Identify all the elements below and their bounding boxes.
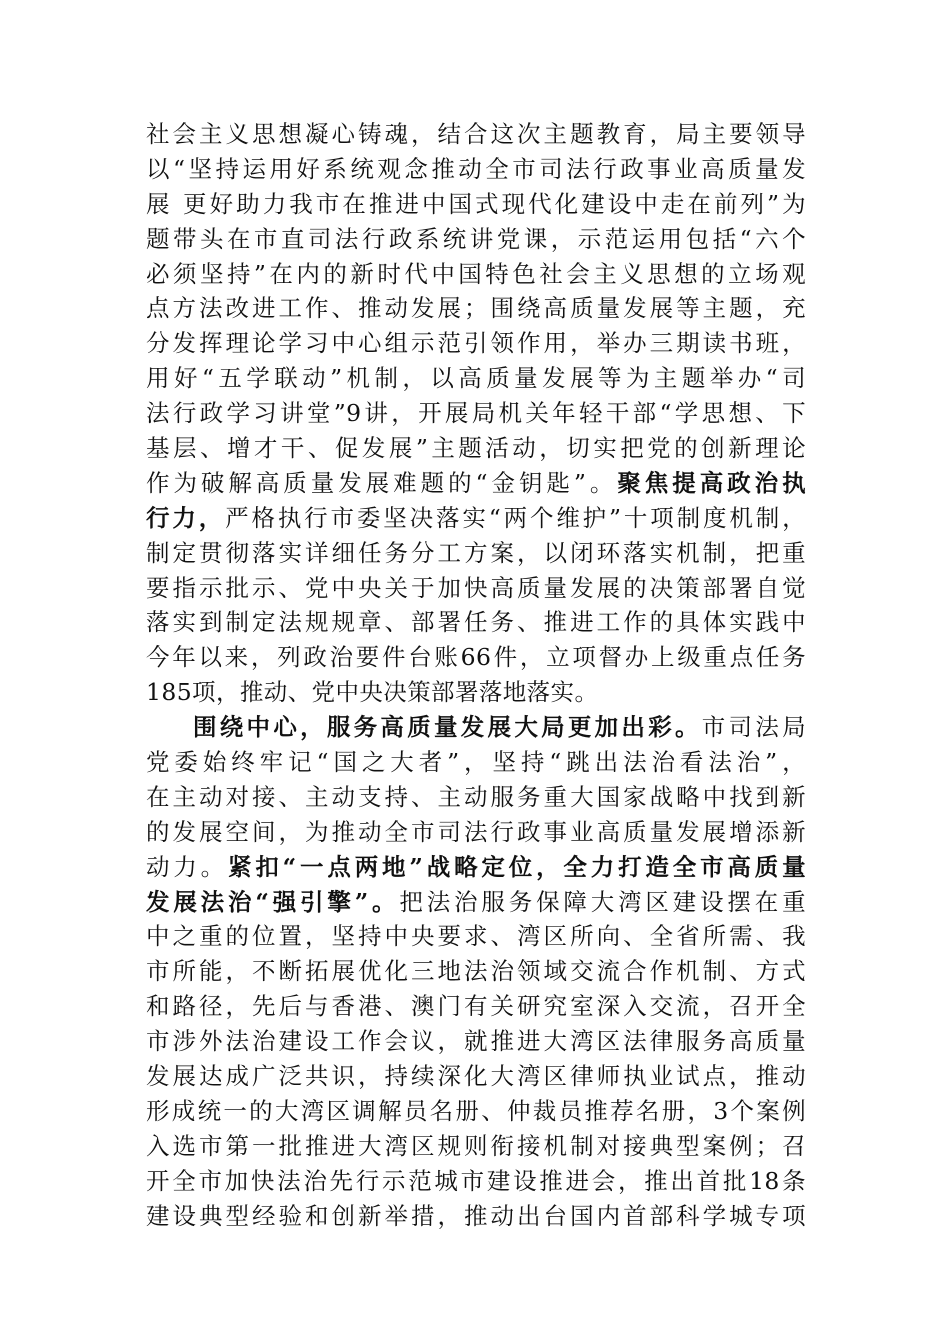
text-segment: 中之重的位置，坚持中央要求、湾区所向、全省所需、我 <box>146 922 806 951</box>
text-line <box>146 850 806 885</box>
text-line <box>146 571 806 606</box>
text-line <box>146 885 806 920</box>
text-segment: 社会主义思想凝心铸魂，结合这次主题教育，局主要领导 <box>146 120 806 148</box>
text-line <box>146 431 806 466</box>
text-line <box>146 396 806 431</box>
text-line <box>146 466 806 501</box>
text-line <box>146 536 806 571</box>
text-segment: 今年以来，列政治要件台账66件，立项督办上级重点任务 <box>146 643 806 672</box>
bold-text-segment: 聚焦提高政治执 <box>617 468 806 497</box>
text-segment: 点方法改进工作、推动发展；围绕高质量发展等主题，充 <box>146 294 806 323</box>
text-segment: 以“坚持运用好系统观念推动全市司法行政事业高质量发 <box>146 154 806 183</box>
text-line <box>146 1059 806 1094</box>
text-line <box>146 815 806 850</box>
text-line <box>146 919 806 954</box>
text-segment: 185项，推动、党中央决策部署落地落实。 <box>146 678 599 707</box>
text-line <box>146 1199 806 1234</box>
text-segment: 市所能，不断拓展优化三地法治领域交流合作机制、方式 <box>146 957 806 986</box>
text-segment: 的发展空间，为推动全市司法行政事业高质量发展增添新 <box>146 817 806 846</box>
text-line <box>146 187 806 222</box>
text-segment: 必须坚持”在内的新时代中国特色社会主义思想的立场观 <box>146 259 806 288</box>
text-line <box>146 989 806 1024</box>
text-line <box>146 710 806 745</box>
bold-text-segment: 发展法治“强引擎”。 <box>146 887 400 916</box>
text-line <box>146 361 806 396</box>
text-segment: 法行政学习讲堂”9讲，开展局机关年轻干部“学思想、下 <box>146 399 806 428</box>
text-line <box>146 291 806 326</box>
bold-text-segment: 行力， <box>146 503 226 532</box>
text-segment: 动力。 <box>146 852 229 881</box>
text-segment: 入选市第一批推进大湾区规则衔接机制对接典型案例；召 <box>146 1131 806 1160</box>
text-segment: 严格执行市委坚决落实“两个维护”十项制度机制， <box>225 503 806 532</box>
text-line <box>146 1024 806 1059</box>
text-line <box>146 117 806 152</box>
text-segment: 落实到制定法规规章、部署任务、推进工作的具体实践中 <box>146 608 806 637</box>
text-segment: 基层、增才干、促发展”主题活动，切实把党的创新理论 <box>146 434 806 463</box>
text-line <box>146 675 806 710</box>
text-segment: 制定贯彻落实详细任务分工方案，以闭环落实机制，把重 <box>146 538 806 567</box>
text-line <box>146 640 806 675</box>
text-segment: 用好“五学联动”机制，以高质量发展等为主题举办“司 <box>146 364 806 393</box>
text-segment: 市司法局 <box>701 713 806 742</box>
text-segment: 党委始终牢记“国之大者”，坚持“跳出法治看法治”， <box>146 748 806 777</box>
text-segment: 在主动对接、主动支持、主动服务重大国家战略中找到新 <box>146 782 806 811</box>
text-segment: 市涉外法治建设工作会议，就推进大湾区法律服务高质量 <box>146 1027 806 1056</box>
text-segment: 把法治服务保障大湾区建设摆在重 <box>399 887 806 916</box>
text-segment: 形成统一的大湾区调解员名册、仲裁员推荐名册，3个案例 <box>146 1096 806 1125</box>
text-line <box>146 326 806 361</box>
text-line <box>146 1094 806 1129</box>
text-line <box>146 257 806 292</box>
text-segment: 题带头在市直司法行政系统讲党课，示范运用包括“六个 <box>146 224 806 253</box>
text-segment: 分发挥理论学习中心组示范引领作用，举办三期读书班， <box>146 329 806 358</box>
text-line <box>146 501 806 536</box>
text-line <box>146 780 806 815</box>
bold-text-segment: 紧扣“一点两地”战略定位，全力打造全市高质量 <box>228 852 806 881</box>
bold-text-segment: 围绕中心，服务高质量发展大局更加出彩。 <box>193 713 702 742</box>
text-segment: 和路径，先后与香港、澳门有关研究室深入交流，召开全 <box>146 992 806 1021</box>
text-line <box>146 1129 806 1164</box>
text-segment: 展 更好助力我市在推进中国式现代化建设中走在前列”为 <box>146 189 806 218</box>
text-line <box>146 152 806 187</box>
text-line <box>146 1164 806 1199</box>
text-segment: 开全市加快法治先行示范城市建设推进会，推出首批18条 <box>146 1166 806 1195</box>
text-line <box>146 745 806 780</box>
text-segment: 发展达成广泛共识，持续深化大湾区律师执业试点，推动 <box>146 1062 806 1091</box>
text-line <box>146 954 806 989</box>
text-line <box>146 605 806 640</box>
text-segment: 要指示批示、党中央关于加快高质量发展的决策部署自觉 <box>146 573 806 602</box>
text-line <box>146 222 806 257</box>
text-segment: 建设典型经验和创新举措，推动出台国内首部科学城专项 <box>146 1201 806 1230</box>
text-segment: 作为破解高质量发展难题的“金钥匙”。 <box>146 468 618 497</box>
body-text <box>146 117 806 1234</box>
